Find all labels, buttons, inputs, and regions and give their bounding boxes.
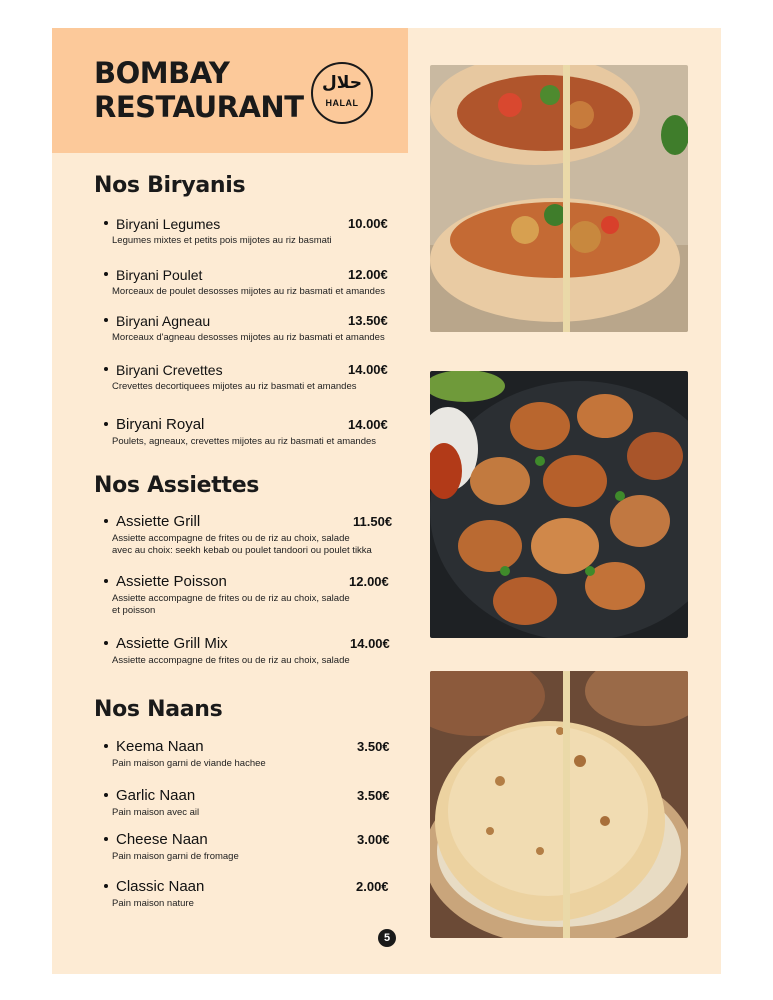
item-name: Keema Naan (116, 738, 204, 755)
item-name: Classic Naan (116, 878, 205, 895)
grilled-chicken-photo (430, 371, 688, 638)
menu-item (104, 878, 404, 910)
menu-item (104, 573, 404, 617)
item-price: 14.00€ (348, 417, 388, 432)
item-description: Pain maison avec ail (112, 807, 200, 818)
bullet-icon (104, 367, 108, 371)
bullet-icon (104, 579, 108, 583)
item-description: Assiette accompagne de frites ou de riz au choix, salade (112, 655, 350, 666)
item-price: 3.50€ (357, 739, 390, 754)
item-price: 12.00€ (348, 267, 388, 282)
item-price: 3.50€ (357, 788, 390, 803)
item-price: 12.00€ (349, 574, 389, 589)
menu-item (104, 787, 404, 819)
item-description: Pain maison nature (112, 898, 194, 909)
item-name: Assiette Grill (116, 513, 201, 530)
item-name: Garlic Naan (116, 787, 196, 804)
bullet-icon (104, 744, 108, 748)
item-price: 3.00€ (357, 832, 390, 847)
item-description: Assiette accompagne de frites ou de riz au choix, salade et poisson (112, 593, 350, 616)
page-number: 5 (378, 929, 396, 947)
menu-item (104, 738, 404, 770)
menu-item (104, 416, 404, 448)
menu-item (104, 361, 404, 393)
menu-item (104, 312, 404, 344)
menu-item (104, 266, 404, 298)
bullet-icon (104, 884, 108, 888)
bullet-icon (104, 221, 108, 225)
item-description: Pain maison garni de viande hachee (112, 758, 266, 769)
item-description: Poulets, agneaux, crevettes mijotes au riz basmati et amandes (112, 436, 377, 447)
restaurant-name (94, 56, 303, 124)
section-title-biryanis: Nos Biryanis (94, 173, 246, 198)
item-price: 14.00€ (348, 362, 388, 377)
item-price: 11.50€ (353, 514, 393, 529)
menu-item (104, 635, 404, 667)
item-name: Assiette Grill Mix (116, 635, 228, 652)
bullet-icon (104, 272, 108, 276)
item-name: Biryani Legumes (116, 216, 221, 232)
halal-label: HALAL (325, 98, 359, 108)
photo-divider-bar (563, 65, 570, 332)
bullet-icon (104, 422, 108, 426)
brand-header (52, 28, 408, 153)
section-title-assiettes: Nos Assiettes (94, 473, 260, 498)
item-price: 14.00€ (350, 636, 390, 651)
menu-item (104, 513, 404, 557)
wrap-photo (430, 65, 688, 332)
item-name: Assiette Poisson (116, 573, 227, 590)
bullet-icon (104, 318, 108, 322)
item-name: Biryani Poulet (116, 267, 203, 283)
menu-page (52, 28, 721, 974)
item-price: 13.50€ (348, 313, 388, 328)
bullet-icon (104, 837, 108, 841)
item-name: Cheese Naan (116, 831, 208, 848)
item-description: Crevettes decortiquees mijotes au riz basmati et amandes (112, 381, 357, 392)
menu-item (104, 215, 404, 247)
bullet-icon (104, 793, 108, 797)
halal-arabic-text: حلال (322, 73, 362, 93)
item-description: Morceaux d'agneau desosses mijotes au riz basmati et amandes (112, 332, 385, 343)
menu-item (104, 831, 404, 863)
restaurant-name-line1: BOMBAY (94, 56, 230, 90)
item-price: 10.00€ (348, 216, 388, 231)
item-description: Assiette accompagne de frites ou de riz au choix, salade avec au choix: seekh kebab ou poulet tandoori ou poulet tikka (112, 533, 372, 556)
naan-photo (430, 671, 688, 938)
bullet-icon (104, 519, 108, 523)
photo-divider-bar (563, 671, 570, 938)
bullet-icon (104, 641, 108, 645)
item-name: Biryani Crevettes (116, 362, 223, 378)
item-price: 2.00€ (356, 879, 389, 894)
item-description: Morceaux de poulet desosses mijotes au riz basmati et amandes (112, 286, 385, 297)
item-description: Pain maison garni de fromage (112, 851, 239, 862)
item-name: Biryani Royal (116, 416, 205, 433)
restaurant-name-line2: RESTAURANT (94, 90, 304, 124)
item-description: Legumes mixtes et petits pois mijotes au riz basmati (112, 235, 332, 246)
item-name: Biryani Agneau (116, 313, 211, 329)
section-title-naans: Nos Naans (94, 697, 223, 722)
halal-badge-icon (311, 62, 373, 124)
